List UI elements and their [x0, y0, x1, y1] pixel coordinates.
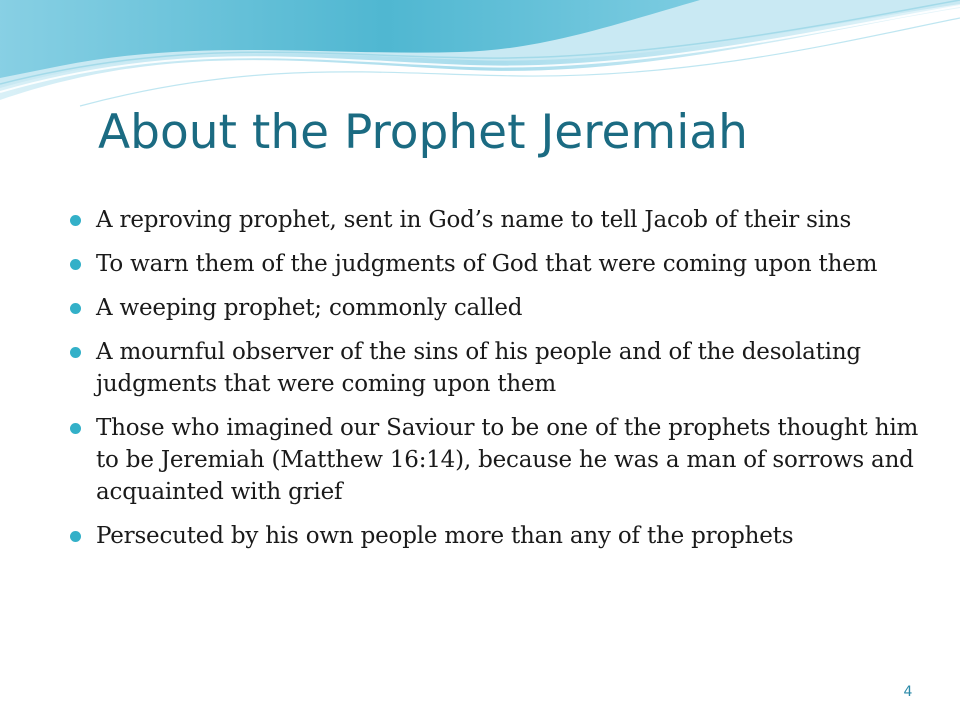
bullet-dot-icon — [70, 423, 81, 434]
bullet-item — [70, 336, 935, 400]
bullet-item — [70, 292, 935, 324]
bullet-item — [70, 204, 935, 236]
bullet-text: Those who imagined our Saviour to be one of the prophets thought him to be Jeremiah (Matthew 16:14), because he was a man of sorrows and acquainted with grief — [96, 415, 919, 505]
bullet-dot-icon — [70, 303, 81, 314]
bullet-text: To warn them of the judgments of God that were coming upon them — [96, 251, 878, 277]
bullet-text: A mournful observer of the sins of his people and of the desolating judgments that were coming upon them — [96, 339, 861, 397]
bullet-dot-icon — [70, 347, 81, 358]
bullet-list — [70, 204, 935, 564]
bullet-item — [70, 412, 935, 508]
page-number: 4 — [903, 684, 913, 700]
slide-title: About the Prophet Jeremiah — [98, 105, 748, 160]
bullet-text: Persecuted by his own people more than any of the prophets — [96, 523, 794, 549]
bullet-dot-icon — [70, 531, 81, 542]
bullet-text: A weeping prophet; commonly called — [96, 295, 523, 321]
bullet-dot-icon — [70, 215, 81, 226]
bullet-item — [70, 520, 935, 552]
bullet-dot-icon — [70, 259, 81, 270]
wave-header-decoration — [0, 0, 960, 110]
bullet-item — [70, 248, 935, 280]
bullet-text: A reproving prophet, sent in God’s name to tell Jacob of their sins — [96, 207, 852, 233]
